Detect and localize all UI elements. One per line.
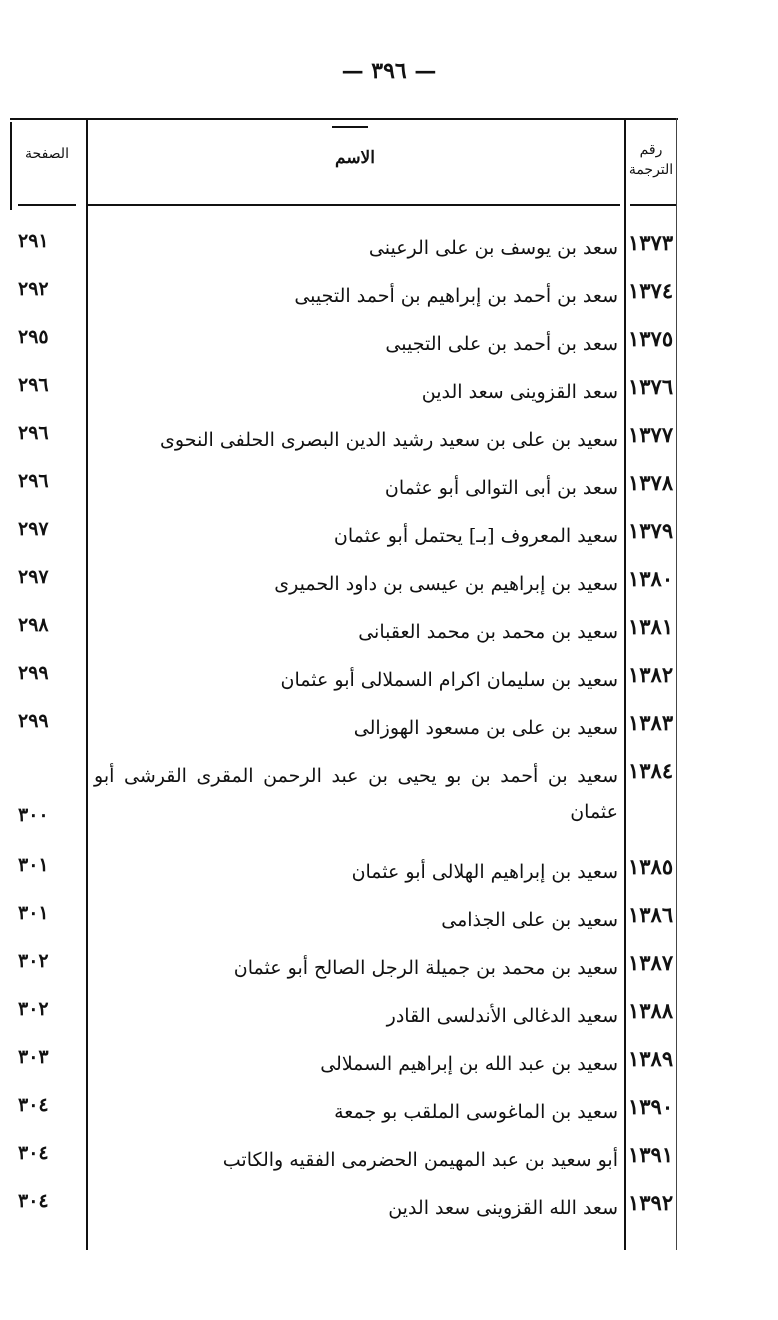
page-column-rule bbox=[86, 118, 88, 1250]
entry-number: ١٣٧٣ bbox=[628, 230, 674, 255]
entry-name: سعيد الدغالى الأندلسى القادر bbox=[386, 1005, 618, 1027]
entry-page: ٣٠٠ bbox=[18, 804, 49, 826]
page-number: — ٣٩٦ — bbox=[341, 58, 437, 84]
entry-page: ٣٠١ bbox=[18, 854, 49, 876]
entry-page: ٢٩٦ bbox=[18, 422, 49, 444]
page-column-header: الصفحة bbox=[25, 146, 69, 162]
entry-number: ١٣٩٢ bbox=[628, 1190, 674, 1215]
entry-number: ١٣٨٦ bbox=[628, 902, 674, 927]
entry-number: ١٣٨٠ bbox=[628, 566, 674, 591]
entry-number: ١٣٨٣ bbox=[628, 710, 674, 735]
entry-number: ١٣٧٨ bbox=[628, 470, 674, 495]
entry-name: سعيد بن عبد الله بن إبراهيم السملالى bbox=[320, 1053, 618, 1075]
entry-number: ١٣٨٧ bbox=[628, 950, 674, 975]
entry-name: سعد بن أحمد بن على التجيبى bbox=[385, 333, 618, 355]
header-rule-name bbox=[88, 204, 620, 206]
entry-number: ١٣٧٧ bbox=[628, 422, 674, 447]
entry-name: سعد القزوينى سعد الدين bbox=[421, 381, 618, 403]
entry-name: سعيد بن سليمان اكرام السملالى أبو عثمان bbox=[280, 669, 618, 691]
entry-page: ٣٠٢ bbox=[18, 950, 49, 972]
entry-number: ١٣٧٤ bbox=[628, 278, 674, 303]
entry-page: ٢٩٦ bbox=[18, 470, 49, 492]
entry-number: ١٣٨٥ bbox=[628, 854, 674, 879]
entry-page: ٢٩٢ bbox=[18, 278, 49, 300]
entry-page: ٣٠٤ bbox=[18, 1094, 49, 1116]
entry-name: سعيد بن محمد بن محمد العقبانى bbox=[358, 621, 618, 643]
entry-name: سعيد بن أحمد بن بو يحيى بن عبد الرحمن المقرى القرشى أبو عثمان bbox=[94, 765, 618, 823]
entry-number: ١٣٨٩ bbox=[628, 1046, 674, 1071]
left-outer-rule bbox=[10, 122, 12, 210]
entry-name: سعيد بن على الجذامى bbox=[441, 909, 618, 931]
entry-name: سعيد بن على بن مسعود الهوزالى bbox=[353, 717, 618, 739]
entry-number: ١٣٩١ bbox=[628, 1142, 674, 1167]
number-column-rule bbox=[624, 118, 626, 1250]
entry-page: ٣٠٤ bbox=[18, 1142, 49, 1164]
entry-page: ٢٩٨ bbox=[18, 614, 49, 636]
entry-page: ٢٩٧ bbox=[18, 518, 49, 540]
entry-page: ٣٠٤ bbox=[18, 1190, 49, 1212]
name-column-header: الاسم bbox=[335, 148, 375, 168]
entry-page: ٢٩٧ bbox=[18, 566, 49, 588]
entry-name: سعيد بن الماغوسى الملقب بو جمعة bbox=[334, 1101, 618, 1123]
entry-number: ١٣٧٩ bbox=[628, 518, 674, 543]
top-rule-notch bbox=[332, 118, 368, 128]
entry-name: سعيد المعروف [بـ] يحتمل أبو عثمان bbox=[333, 525, 618, 547]
index-table bbox=[10, 118, 678, 1250]
entry-name: سعد بن أبى التوالى أبو عثمان bbox=[384, 477, 618, 499]
entry-name: سعيد بن إبراهيم بن عيسى بن داود الحميرى bbox=[274, 573, 618, 595]
entry-page: ٢٩٩ bbox=[18, 662, 49, 684]
entry-page: ٣٠٢ bbox=[18, 998, 49, 1020]
right-outer-rule bbox=[676, 118, 677, 1250]
entry-page: ٢٩٦ bbox=[18, 374, 49, 396]
header-rule-number bbox=[630, 204, 676, 206]
entry-name: سعد بن يوسف بن على الرعينى bbox=[368, 237, 618, 259]
entry-number: ١٣٩٠ bbox=[628, 1094, 674, 1119]
header-rule-page bbox=[18, 204, 76, 206]
entry-number: ١٣٧٦ bbox=[628, 374, 674, 399]
entry-number: ١٣٧٥ bbox=[628, 326, 674, 351]
entry-page: ٢٩١ bbox=[18, 230, 49, 252]
entry-page: ٣٠١ bbox=[18, 902, 49, 924]
entry-name: سعيد بن محمد بن جميلة الرجل الصالح أبو عثمان bbox=[233, 957, 618, 979]
entry-page: ٣٠٣ bbox=[18, 1046, 49, 1068]
entry-name: سعد الله القزوينى سعد الدين bbox=[388, 1197, 618, 1219]
entry-name: سعد بن أحمد بن إبراهيم بن أحمد التجيبى bbox=[294, 285, 618, 307]
number-column-header: رقم الترجمة bbox=[628, 142, 674, 178]
entry-name: سعيد بن على بن سعيد رشيد الدين البصرى الحلفى النحوى bbox=[160, 429, 618, 451]
entry-name: أبو سعيد بن عبد المهيمن الحضرمى الفقيه والكاتب bbox=[222, 1149, 618, 1171]
entry-page: ٢٩٥ bbox=[18, 326, 49, 348]
entry-number: ١٣٨٨ bbox=[628, 998, 674, 1023]
entry-number: ١٣٨٤ bbox=[628, 758, 674, 783]
entry-number: ١٣٨١ bbox=[628, 614, 674, 639]
entry-number: ١٣٨٢ bbox=[628, 662, 674, 687]
entry-name: سعيد بن إبراهيم الهلالى أبو عثمان bbox=[351, 861, 618, 883]
entry-page: ٢٩٩ bbox=[18, 710, 49, 732]
